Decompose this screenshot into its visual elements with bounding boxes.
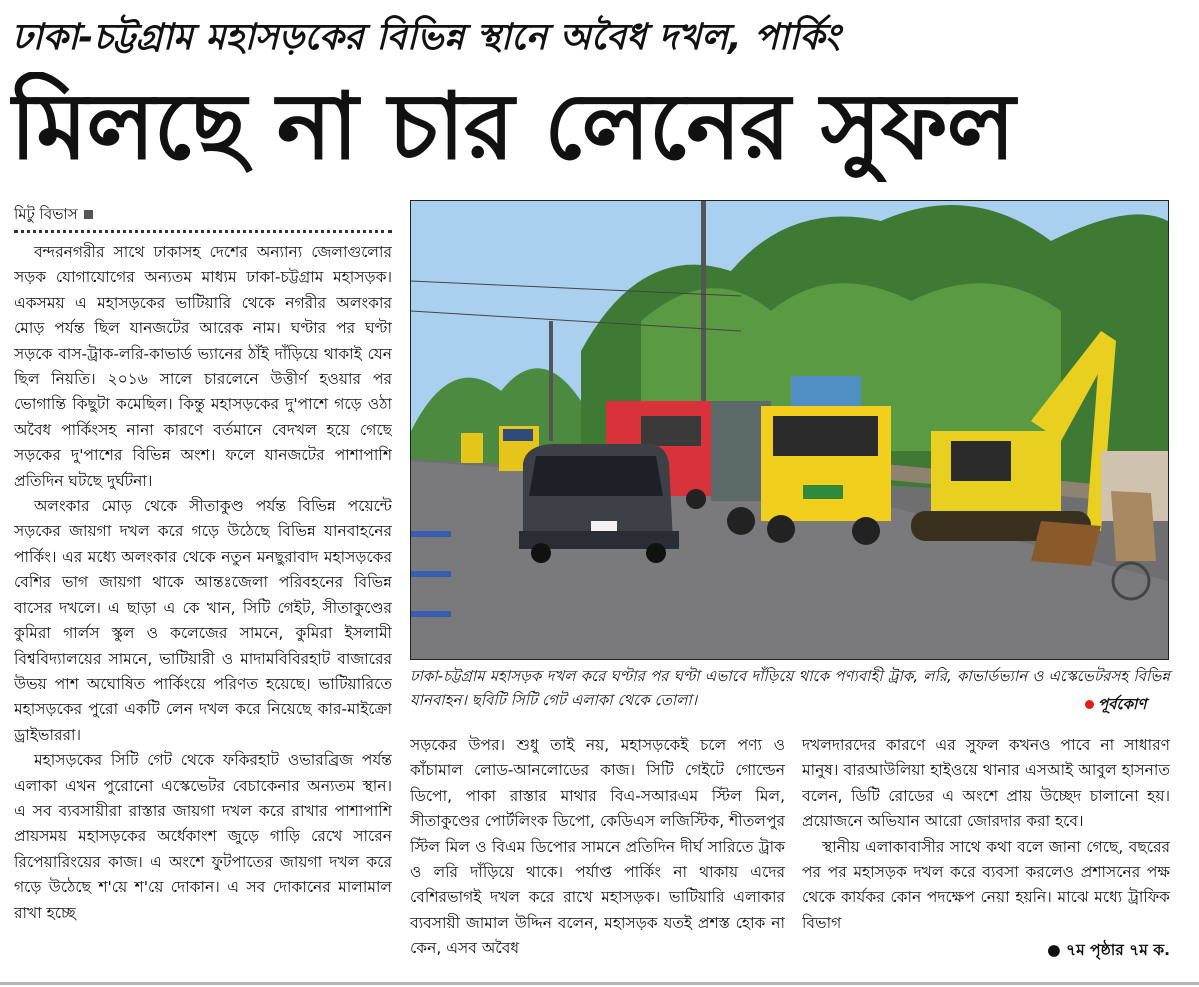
article-column-2 [410,733,785,983]
paragraph: সড়কের উপর। শুধু তাই নয়, মহাসড়কেই চলে পণ্য ও কাঁচামাল লোড-আনলোডের কাজ। সিটি গেইটে গোল্ডেন ডিপো, পাকা রাস্তার মাথার বিএ-সআরএম স্টিল মিল, সীতাকুণ্ডের পোর্টলিংক ডিপো, কেডিএস লজিস্টিক, শীতলপুর স্টিল মিল ও বিএম ডিপোর সামনে প্রতিদিন দীর্ঘ সারিতে ট্রাক ও লরি দাঁড়িয়ে থাকে। পর্যাপ্ত পার্কিং না থাকায় এদের বেশিরভাগই দখল করে রাখে মহাসড়ক। ভাটিয়ারি এলাকার ব্যবসায়ী জামাল উদ্দিন বলেন, মহাসড়ক যতই প্রশস্ত হোক না কেন, এসব অবৈধ [410,736,785,958]
square-bullet-icon [84,210,93,219]
byline [14,203,93,225]
paragraph: বন্দরনগরীর সাথে ঢাকাসহ দেশের অন্যান্য জেলাগুলোর সড়ক যোগাযোগের অন্যতম মাধ্যম ঢাকা-চট্টগ্রাম মহাসড়ক। একসময় এ মহাসড়কের ভাটিয়ারি থেকে নগরীর অলংকার মোড় পর্যন্ত ছিল যানজটের আরেক নাম। ঘণ্টার পর ঘণ্টা সড়কে বাস-ট্রাক-লরি-কাভার্ড ভ্যানের ঠাঁই দাঁড়িয়ে থাকাই যেন ছিল নিয়তি। ২০১৬ সালে চারলেনে উত্তীর্ণ হওয়ার পর ভোগান্তি কিছুটা কমেছিল। কিন্তু মহাসড়কের দু'পাশে গড়ে ওঠা অবৈধ পার্কিংসহ নানা কারণে বর্তমানে বেদখল হয়ে গেছে সড়কের দু'পাশের বিভিন্ন অংশ। ফলে যানজটের পাশাপাশি প্রতিদিন ঘটছে দুর্ঘটনা। [14,243,392,490]
byline-divider [14,230,392,233]
photo-credit [1085,693,1146,718]
article-headline: মিলছে না চার লেনের সুফল [10,73,1015,180]
paragraph: স্থানীয় এলাকাবাসীর সাথে কথা বলে জানা গেছে, বছরের পর পর মহাসড়ক দখল করে ব্যবসা করলেও প্রশাসনের পক্ষ থেকে কার্যকর কোন পদক্ষেপ নেয়া হয়নি। মাঝে মধ্যে ট্রাফিক বিভাগ [802,837,1170,932]
highway-photo-illustration [411,201,1168,659]
photo-caption: ঢাকা-চট্টগ্রাম মহাসড়ক দখল করে ঘণ্টার পর ঘণ্টা এভাবে দাঁড়িয়ে থাকে পণ্যবাহী ট্রাক, লরি, কাভার্ডভ্যান ও এস্কেভেটরসহ বিভিন্ন যানবাহন। ছবিটি সিটি গেট এলাকা থেকে তোলা। [410,667,1170,709]
article-kicker: ঢাকা-চট্টগ্রাম মহাসড়কের বিভিন্ন স্থানে অবৈধ দখল, পার্কিং [12,17,841,58]
article-column-3 [802,733,1170,983]
page-bottom-rule [0,982,1199,985]
article-column-1 [14,240,392,982]
byline-author: মিটু বিভাস [14,205,78,223]
paragraph: অলংকার মোড় থেকে সীতাকুণ্ড পর্যন্ত বিভিন্ন পয়েন্টে সড়কের জায়গা দখল করে গড়ে উঠেছে বিভিন্ন যানবাহনের পার্কিং। এর মধ্যে অলংকার থেকে নতুন মনছুরাবাদ মহাসড়কের বেশির ভাগ জায়গা থাকে আন্তঃজেলা পরিবহনের বিভিন্ন বাসের দখলে। এ ছাড়া এ কে খান, সিটি গেইট, সীতাকুণ্ডের কুমিরা গার্লস স্কুল ও কলেজের সামনে, কুমিরা ইসলামী বিশ্ববিদ্যালয়ের সামনে, ভাটিয়ারী ও মাদামবিবিরহাট বাজারের উভয় পাশ অঘোষিত পার্কিংয়ে পরিণত হয়েছে। ভাটিয়ারিতে মহাসড়কের পুরো একটি লেন দখল করে নিয়েছে কার-মাইক্রো ড্রাইভাররা। [14,497,392,744]
red-dot-icon [1085,700,1094,709]
paragraph: মহাসড়কের সিটি গেট থেকে ফকিরহাট ওভারব্রিজ পর্যন্ত এলাকা এখন পুরোনো এস্কেভেটর বেচাকেনার অন্যতম স্থান। এ সব ব্যবসায়ীরা রাস্তার জায়গা দখল করে রাখার পাশাপাশি প্রায়সময় মহাসড়কের অর্ধেকাংশ জুড়ে গাড়ি রেখে সারেন রিপেয়ারিংয়ের কাজ। এ অংশে ফুটপাতের জায়গা দখল করে গড়ে উঠেছে শ'য়ে শ'য়ে দোকান। এ সব দোকানের মালামাল রাখা হচ্ছে [14,751,392,922]
continued-on-page-label: ● ৭ম পৃষ্ঠার ৭ম ক. [1047,941,1170,960]
photo-credit-source: পূর্বকোণ [1098,695,1147,713]
paragraph: দখলদারদের কারণে এর সুফল কখনও পাবে না সাধারণ মানুষ। বারআউলিয়া হাইওয়ে থানার এসআই আবুল হাসনাত বলেন, ডিটি রোডের এ অংশে প্রায় উচ্ছেদ চালানো হয়। প্রয়োজনে অভিযান আরো জোরদার করা হবে। [802,736,1170,831]
news-photo [410,200,1169,660]
